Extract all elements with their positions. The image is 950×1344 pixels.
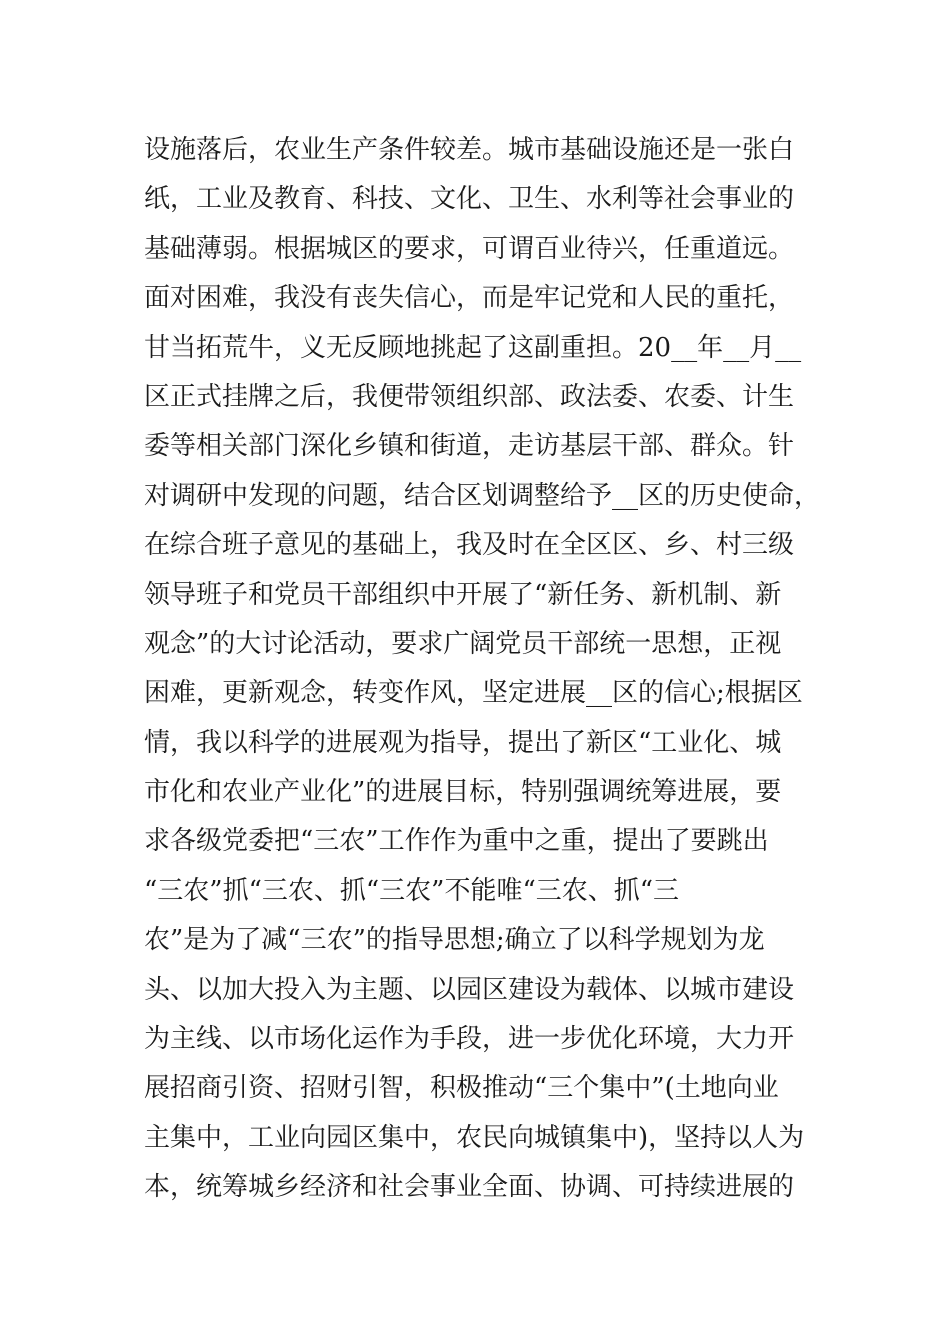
text-line: 求各级党委把“三农”工作作为重中之重，提出了要跳出	[144, 826, 769, 857]
text-line: 主集中，工业向园区集中，农民向城镇集中)，坚持以人为	[144, 1122, 805, 1153]
text-line: 困难，更新观念，转变作风，坚定进展__区的信心;根据区	[144, 678, 803, 709]
text-line: 观念”的大讨论活动，要求广阔党员干部统一思想，正视	[144, 628, 782, 659]
text-line: 基础薄弱。根据城区的要求，可谓百业待兴，任重道远。	[144, 233, 795, 264]
text-line: 领导班子和党员干部组织中开展了“新任务、新机制、新	[144, 579, 782, 610]
text-line: 农”是为了减“三农”的指导思想;确立了以科学规划为龙	[144, 925, 765, 956]
text-line: 市化和农业产业化”的进展目标，特别强调统筹进展，要	[144, 777, 782, 808]
text-line: 对调研中发现的问题，结合区划调整给予__区的历史使命，	[144, 480, 821, 511]
body-text	[144, 126, 834, 1213]
text-line: 面对困难，我没有丧失信心，而是牢记党和人民的重托，	[144, 283, 795, 314]
text-line: 为主线、以市场化运作为手段，进一步优化环境，大力开	[144, 1024, 795, 1055]
text-line: 纸，工业及教育、科技、文化、卫生、水利等社会事业的	[144, 184, 795, 215]
text-line: 在综合班子意见的基础上，我及时在全区区、乡、村三级	[144, 530, 795, 561]
text-line: 头、以加大投入为主题、以园区建设为载体、以城市建设	[144, 974, 795, 1005]
text-line: 本，统筹城乡经济和社会事业全面、协调、可持续进展的	[144, 1172, 795, 1203]
text-line: 设施落后，农业生产条件较差。城市基础设施还是一张白	[144, 135, 795, 165]
text-line: “三农”抓“三农、抓“三农”不能唯“三农、抓“三	[144, 875, 680, 906]
text-line: 区正式挂牌之后，我便带领组织部、政法委、农委、计生	[144, 381, 795, 412]
text-line: 甘当拓荒牛，义无反顾地挑起了这副重担。20__年__月__	[144, 332, 802, 363]
text-line: 委等相关部门深化乡镇和街道，走访基层干部、群众。针	[144, 431, 795, 462]
text-line: 情，我以科学的进展观为指导，提出了新区“工业化、城	[144, 727, 782, 758]
text-line: 展招商引资、招财引智，积极推动“三个集中”(土地向业	[144, 1073, 779, 1104]
